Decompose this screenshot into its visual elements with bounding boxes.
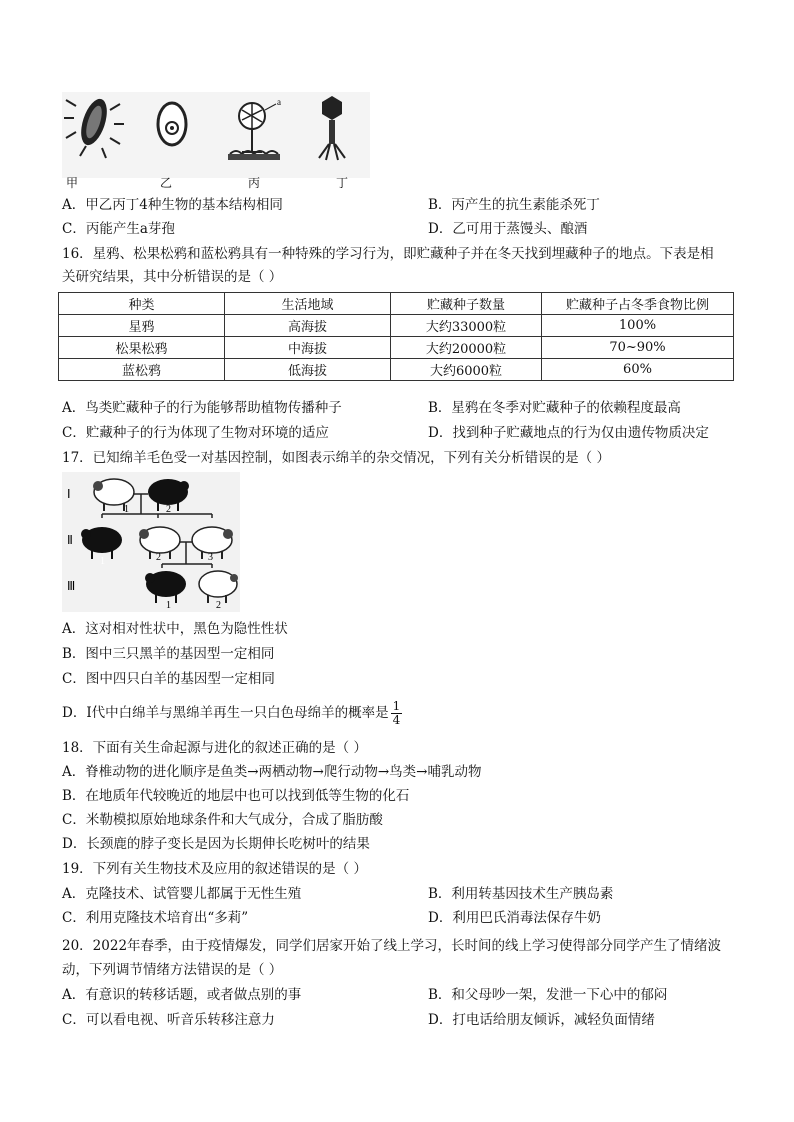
table-cell: 大约6000粒 <box>391 359 542 381</box>
q15-option-c: C．丙能产生a芽孢 <box>62 221 175 237</box>
sheep-number: 3 <box>208 552 213 563</box>
table-header-cell: 生活地域 <box>225 293 391 315</box>
table-cell: 蓝松鸦 <box>59 359 225 381</box>
sheep-number: 2 <box>166 504 171 515</box>
organisms-figure <box>62 92 370 178</box>
table-header-row <box>59 293 734 315</box>
table-row <box>59 337 734 359</box>
q15-option-a: A．甲乙丙丁4种生物的基本结构相同 <box>62 197 283 213</box>
q17-option-c: C．图中四只白羊的基因型一定相同 <box>62 671 275 687</box>
table-cell: 高海拔 <box>225 315 391 337</box>
q16-table <box>58 292 734 381</box>
fig-label-bing: 丙 <box>248 176 261 190</box>
q20-option-b: B．和父母吵一架，发泄一下心中的郁闷 <box>428 987 668 1003</box>
table-cell: 中海拔 <box>225 337 391 359</box>
q19-option-c: C．利用克隆技术培育出“多莉” <box>62 910 249 926</box>
table-cell: 星鸦 <box>59 315 225 337</box>
q17-option-d: D．Ⅰ代中白绵羊与黑绵羊再生一只白色母绵羊的概率是 <box>62 705 389 721</box>
q17-stem: 17．已知绵羊毛色受一对基因控制，如图表示绵羊的杂交情况，下列有关分析错误的是（ ） <box>62 450 610 466</box>
generation-label-3: Ⅲ <box>67 579 76 593</box>
table-cell: 70~90% <box>542 337 734 359</box>
q17-option-a: A．这对相对性状中，黑色为隐性性状 <box>62 621 288 637</box>
table-cell: 松果松鸦 <box>59 337 225 359</box>
q20-stem-line1: 20．2022年春季，由于疫情爆发，同学们居家开始了线上学习，长时间的线上学习使得部分同学产生了情绪波 <box>62 938 722 954</box>
table-cell: 大约20000粒 <box>391 337 542 359</box>
q17-option-b: B．图中三只黑羊的基因型一定相同 <box>62 646 275 662</box>
q18-stem: 18．下面有关生命起源与进化的叙述正确的是（ ） <box>62 740 367 756</box>
table-header-cell: 种类 <box>59 293 225 315</box>
q16-stem-line1: 16．星鸦、松果松鸦和蓝松鸦具有一种特殊的学习行为，即贮藏种子并在冬天找到埋藏种子的地点。下表是相 <box>62 246 714 262</box>
table-header-cell: 贮藏种子数量 <box>391 293 542 315</box>
q18-option-d: D．长颈鹿的脖子变长是因为长期伸长吃树叶的结果 <box>62 836 370 852</box>
table-row <box>59 359 734 381</box>
q17-option-d-wrap <box>62 700 402 727</box>
fraction <box>391 700 403 727</box>
sheep-number: 2 <box>216 600 221 611</box>
q16-option-c: C．贮藏种子的行为体现了生物对环境的适应 <box>62 425 329 441</box>
yeast-drawing <box>158 103 186 145</box>
q18-option-a: A．脊椎动物的进化顺序是鱼类→两栖动物→爬行动物→鸟类→哺乳动物 <box>62 764 482 780</box>
fig-label-yi: 乙 <box>160 176 173 190</box>
q16-option-d: D．找到种子贮藏地点的行为仅由遗传物质决定 <box>428 425 709 441</box>
q15-option-b: B．丙产生的抗生素能杀死丁 <box>428 197 600 213</box>
generation-label-2: Ⅱ <box>67 533 73 547</box>
q20-stem-line2: 动，下列调节情绪方法错误的是（ ） <box>62 962 283 978</box>
sheep-number: 1 <box>166 600 171 611</box>
fig-label-ding: 丁 <box>336 176 349 190</box>
table-cell: 大约33000粒 <box>391 315 542 337</box>
fraction-numerator: 1 <box>392 699 401 713</box>
q20-option-a: A．有意识的转移话题，或者做点别的事 <box>62 987 302 1003</box>
q20-option-c: C．可以看电视、听音乐转移注意力 <box>62 1012 275 1028</box>
q20-option-d: D．打电话给朋友倾诉，减轻负面情绪 <box>428 1012 655 1028</box>
table-header-cell: 贮藏种子占冬季食物比例 <box>542 293 734 315</box>
q16-stem-line2: 关研究结果，其中分析错误的是（ ） <box>62 269 283 285</box>
sheep-pedigree-figure <box>62 472 240 612</box>
fraction-denominator: 4 <box>392 713 401 727</box>
q18-option-b: B．在地质年代较晚近的地层中也可以找到低等生物的化石 <box>62 788 410 804</box>
table-cell: 60% <box>542 359 734 381</box>
sheep-number: 1 <box>124 504 129 515</box>
table-cell: 低海拔 <box>225 359 391 381</box>
q19-stem: 19．下列有关生物技术及应用的叙述错误的是（ ） <box>62 861 367 877</box>
sheep-number: 2 <box>156 552 161 563</box>
sheep-number: 1 <box>100 556 105 567</box>
table-cell: 100% <box>542 315 734 337</box>
q19-option-d: D．利用巴氏消毒法保存牛奶 <box>428 910 601 926</box>
fig-label-jia: 甲 <box>66 176 79 190</box>
q19-option-a: A．克隆技术、试管婴儿都属于无性生殖 <box>62 886 302 902</box>
q19-option-b: B．利用转基因技术生产胰岛素 <box>428 886 614 902</box>
q16-option-a: A．鸟类贮藏种子的行为能够帮助植物传播种子 <box>62 400 342 416</box>
mark-a: a <box>277 97 281 107</box>
generation-label-1: Ⅰ <box>67 487 71 501</box>
q18-option-c: C．米勒模拟原始地球条件和大气成分，合成了脂肪酸 <box>62 812 383 828</box>
q15-option-d: D．乙可用于蒸馒头、酿酒 <box>428 221 588 237</box>
table-row <box>59 315 734 337</box>
q16-option-b: B．星鸦在冬季对贮藏种子的依赖程度最高 <box>428 400 681 416</box>
